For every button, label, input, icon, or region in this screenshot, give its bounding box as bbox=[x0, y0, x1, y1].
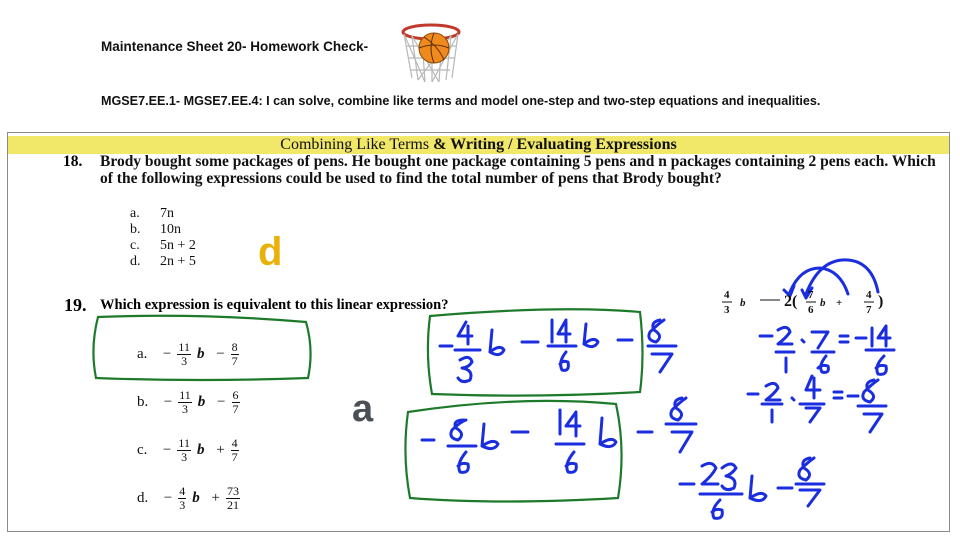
q19-choice-a: a. − $\frac{11}{3}$ b − $\frac{8}{7}$ bbox=[137, 340, 238, 368]
svg-text:b: b bbox=[740, 297, 746, 309]
svg-text:+: + bbox=[836, 297, 843, 309]
q19-number: 19. bbox=[64, 295, 87, 315]
q19-text: Which expression is equivalent to this linear expression? bbox=[100, 297, 449, 313]
q18-number: 18. bbox=[63, 153, 83, 170]
q18-choice-c: c. 5n + 2 bbox=[130, 238, 196, 253]
svg-text:4: 4 bbox=[866, 289, 872, 301]
green-circle-choice-a bbox=[93, 316, 310, 380]
banner-title-part2: & Writing / Evaluating Expressions bbox=[433, 136, 677, 153]
svg-text:4: 4 bbox=[724, 289, 730, 301]
q19-choice-b: b. − $\frac{11}{3}$ b − $\frac{6}{7}$ bbox=[137, 388, 239, 416]
standards-line: MGSE7.EE.1- MGSE7.EE.4: I can solve, combine like terms and model one-step and two-step equations and inequalities. bbox=[101, 94, 821, 108]
sheet-title: Maintenance Sheet 20- Homework Check- bbox=[101, 39, 369, 54]
q18-text: Brody bought some packages of pens. He bought one package containing 5 pens and n packages containing 2 pens each. Which of the following expressions could be used to find the total number of pens that Brody bought? bbox=[100, 153, 936, 187]
svg-text:7: 7 bbox=[866, 304, 872, 316]
q18-choice-b: b. 10n bbox=[130, 222, 181, 237]
svg-text:2(: 2( bbox=[784, 293, 798, 310]
q18-choice-d: d. 2n + 5 bbox=[130, 254, 196, 269]
q18-choice-a: a. 7n bbox=[130, 206, 174, 221]
green-circle-work-1 bbox=[428, 309, 643, 395]
svg-text:7: 7 bbox=[808, 289, 814, 301]
answer-q18: d bbox=[258, 230, 283, 274]
q19-choice-c: c. − $\frac{11}{3}$ b + $\frac{4}{7}$ bbox=[137, 436, 238, 464]
answer-q19: a bbox=[352, 388, 374, 430]
svg-text:): ) bbox=[878, 293, 884, 310]
green-circle-work-2 bbox=[405, 401, 621, 502]
svg-text:6: 6 bbox=[808, 304, 814, 316]
q19-choice-d: d. − $\frac{4}{3}$ b + $\frac{73}{21}$ bbox=[137, 484, 239, 512]
svg-text:3: 3 bbox=[724, 304, 730, 316]
svg-text:b: b bbox=[820, 297, 826, 309]
banner-title-part1: Combining Like Terms bbox=[280, 136, 430, 153]
